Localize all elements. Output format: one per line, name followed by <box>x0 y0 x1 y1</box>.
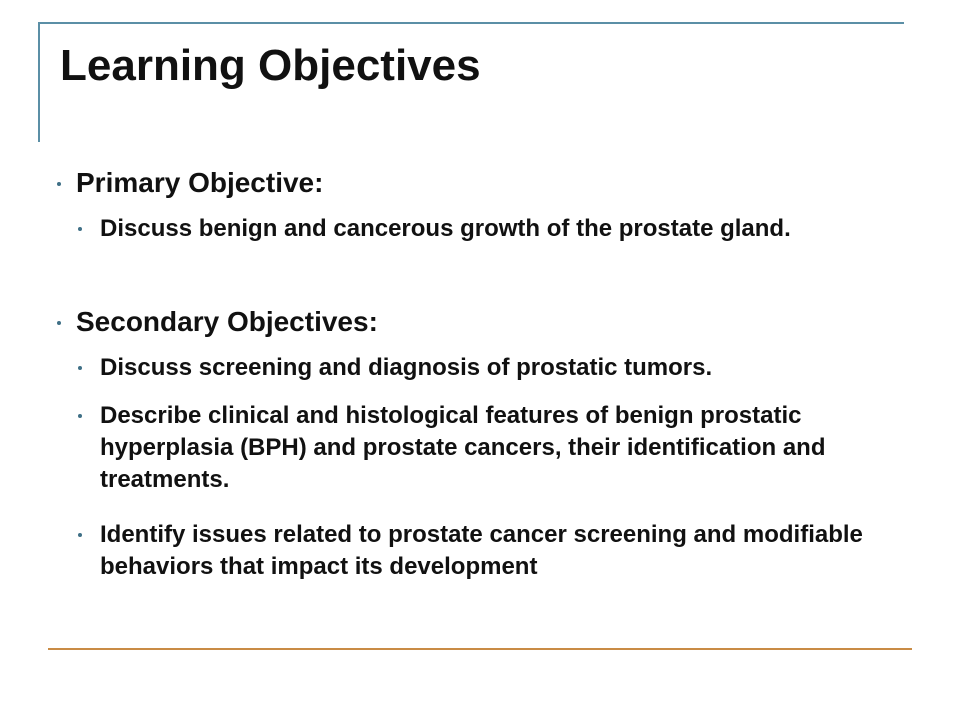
bullet-icon <box>78 414 82 418</box>
primary-objective-heading <box>76 166 896 200</box>
page-title: Learning Objectives <box>60 41 481 90</box>
secondary-objective-item-text: Discuss screening and diagnosis of prostatic tumors. <box>100 354 713 381</box>
secondary-objectives-heading <box>76 305 896 339</box>
secondary-objective-item-text: Describe clinical and histological features of benign prostatic hyperplasia (BPH) and prostate cancers, their identification and treatments. <box>100 402 826 493</box>
bullet-icon <box>78 533 82 537</box>
secondary-objective-item <box>100 352 920 384</box>
primary-objective-heading-text: Primary Objective: <box>76 167 324 198</box>
bullet-icon <box>57 182 61 186</box>
secondary-objective-item <box>100 400 920 496</box>
primary-objective-item <box>100 213 920 245</box>
secondary-objectives-heading-text: Secondary Objectives: <box>76 306 378 337</box>
bullet-icon <box>78 227 82 231</box>
primary-objective-item-text: Discuss benign and cancerous growth of the prostate gland. <box>100 215 791 242</box>
bullet-icon <box>57 321 61 325</box>
bottom-accent-line <box>48 648 912 650</box>
secondary-objective-item <box>100 519 920 583</box>
bullet-icon <box>78 366 82 370</box>
secondary-objective-item-text: Identify issues related to prostate cancer screening and modifiable behaviors that impact its development <box>100 521 863 580</box>
left-accent-line <box>38 22 40 142</box>
top-accent-line <box>40 22 904 24</box>
